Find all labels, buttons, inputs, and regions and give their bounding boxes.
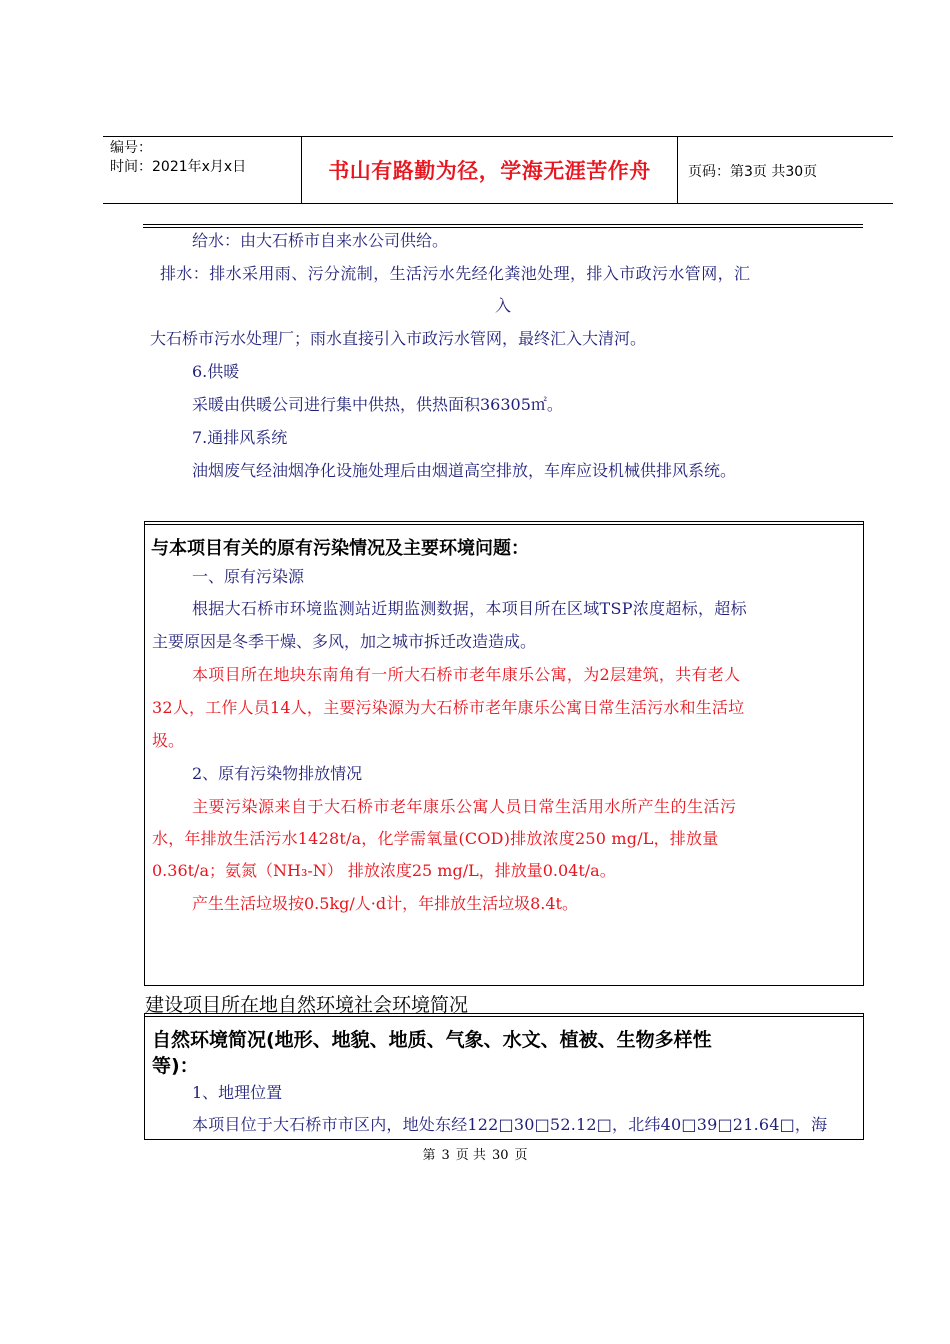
- apartment-text-line1: 本项目所在地块东南角有一所大石桥市老年康乐公寓，为2层建筑，共有老人: [192, 665, 741, 684]
- garbage-text: 产生生活垃圾按0.5kg/人·d计，年排放生活垃圾8.4t。: [192, 894, 578, 913]
- header-number-label: 编号：: [110, 140, 152, 156]
- header-left-cell: [110, 139, 246, 177]
- emission-subtitle: 2、原有污染物排放情况: [192, 764, 363, 783]
- geo-location-text: 本项目位于大石桥市市区内，地处东经122□30□52.12□，北纬40□39□21.64□，海: [192, 1115, 828, 1134]
- natural-env-box-title-line2: 等)：: [152, 1055, 199, 1077]
- header-time-label: 时间：2021年x月x日: [110, 159, 247, 175]
- natural-env-box-title-line1: 自然环境简况(地形、地貌、地质、气象、水文、植被、生物多样性: [152, 1029, 712, 1051]
- footer-suffix: 页: [514, 1148, 528, 1163]
- monitoring-text-line1: 根据大石桥市环境监测站近期监测数据，本项目所在区域TSP浓度超标，超标: [192, 599, 747, 618]
- pollution-box-top-double: [144, 524, 864, 525]
- emission-text-line3: 0.36t/a；氨氮（NH₃-N） 排放浓度25 mg/L，排放量0.04t/a。: [152, 861, 616, 880]
- footer-page-total: 30: [491, 1148, 509, 1163]
- apartment-text-line2: 32人，工作人员14人，主要污染源为大石桥市老年康乐公寓日常生活污水和生活垃: [152, 698, 745, 717]
- header-top-rule: [103, 136, 893, 137]
- page-footer: [0, 1144, 950, 1163]
- pollution-box: [144, 521, 864, 986]
- heating-title: 6.供暖: [192, 362, 240, 381]
- emission-text-line2: 水，年排放生活污水1428t/a，化学需氧量(COD)排放浓度250 mg/L，排放量: [152, 829, 719, 848]
- header-bottom-rule: [103, 203, 893, 204]
- emission-text-line1: 主要污染源来自于大石桥市老年康乐公寓人员日常生活用水所产生的生活污: [192, 797, 737, 816]
- footer-prefix: 第: [422, 1148, 436, 1163]
- footer-page-num: 3: [441, 1148, 450, 1163]
- section1-top-rule: [143, 224, 863, 225]
- ventilation-text: 油烟废气经油烟净化设施处理后由烟道高空排放，车库应设机械供排风系统。: [192, 461, 737, 480]
- monitoring-text-line2: 主要原因是冬季干燥、多风，加之城市拆迁改造造成。: [152, 632, 537, 651]
- geo-location-subtitle: 1、地理位置: [192, 1083, 283, 1102]
- header-divider-right: [677, 136, 678, 204]
- footer-mid: 页 共: [455, 1148, 486, 1163]
- header-page-label: 页码：第3页 共30页: [688, 164, 818, 180]
- section1-top-rule-2: [143, 227, 863, 228]
- drainage-text-line1b: 入: [495, 296, 512, 315]
- natural-env-box-top-double: [144, 1016, 864, 1017]
- pollution-box-title: 与本项目有关的原有污染情况及主要环境问题：: [151, 538, 529, 559]
- heating-text: 采暖由供暖公司进行集中供热，供热面积36305㎡。: [192, 395, 563, 414]
- header-motto: 书山有路勤为径，学海无涯苦作舟: [328, 159, 651, 183]
- apartment-text-line3: 圾。: [152, 731, 185, 750]
- natural-env-heading: 建设项目所在地自然环境社会环境简况: [145, 994, 469, 1016]
- drainage-text-line1: 排水：排水采用雨、污分流制，生活污水先经化粪池处理，排入市政污水管网，汇: [160, 264, 751, 283]
- water-supply-text: 给水：由大石桥市自来水公司供给。: [192, 231, 449, 250]
- ventilation-title: 7.通排风系统: [192, 428, 288, 447]
- original-source-subtitle: 一、原有污染源: [192, 567, 305, 586]
- drainage-text-line2: 大石桥市污水处理厂；雨水直接引入市政污水管网，最终汇入大清河。: [150, 329, 647, 348]
